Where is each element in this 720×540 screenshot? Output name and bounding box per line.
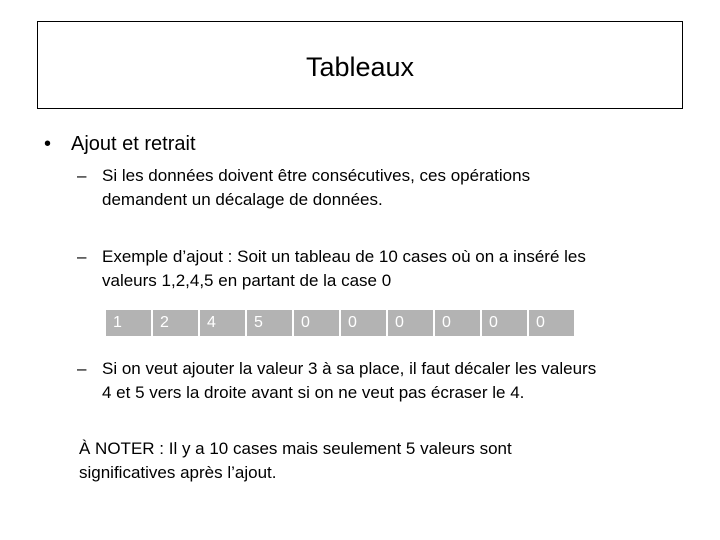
- subpoint-dash: –: [77, 247, 87, 266]
- subpoint-line: 4 et 5 vers la droite avant si on ne veut pas écraser le 4.: [102, 383, 525, 402]
- array-cell: 0: [482, 310, 527, 336]
- note-paragraph: [79, 437, 512, 485]
- array-cell: 0: [435, 310, 480, 336]
- subpoint-consecutive-data: [77, 164, 697, 212]
- subpoint-shift-values: [77, 357, 697, 405]
- bullet-symbol: •: [44, 133, 52, 155]
- title-box: [37, 21, 683, 109]
- subpoint-line: Si on veut ajouter la valeur 3 à sa place, il faut décaler les valeurs: [102, 359, 597, 378]
- subpoint-line: Si les données doivent être consécutives, ces opérations: [102, 166, 531, 185]
- note-line: significatives après l’ajout.: [79, 463, 277, 482]
- array-table: [106, 310, 574, 336]
- slide-title: Tableaux: [305, 51, 415, 82]
- array-cell: 0: [388, 310, 433, 336]
- subpoint-line: valeurs 1,2,4,5 en partant de la case 0: [102, 271, 392, 290]
- array-cell: 0: [341, 310, 386, 336]
- bullet-text: Ajout et retrait: [71, 133, 196, 155]
- array-cell: 0: [529, 310, 574, 336]
- subpoint-dash: –: [77, 166, 87, 185]
- bullet-ajout-retrait: [44, 132, 196, 156]
- array-cell: 0: [294, 310, 339, 336]
- subpoint-line: demandent un décalage de données.: [102, 190, 383, 209]
- array-cell: 4: [200, 310, 245, 336]
- array-cell: 5: [247, 310, 292, 336]
- subpoint-example: [77, 245, 697, 293]
- note-line: À NOTER : Il y a 10 cases mais seulement 5 valeurs sont: [79, 439, 512, 458]
- subpoint-dash: –: [77, 359, 87, 378]
- array-cell: 1: [106, 310, 151, 336]
- subpoint-line: Exemple d’ajout : Soit un tableau de 10 cases où on a inséré les: [102, 247, 586, 266]
- array-cell: 2: [153, 310, 198, 336]
